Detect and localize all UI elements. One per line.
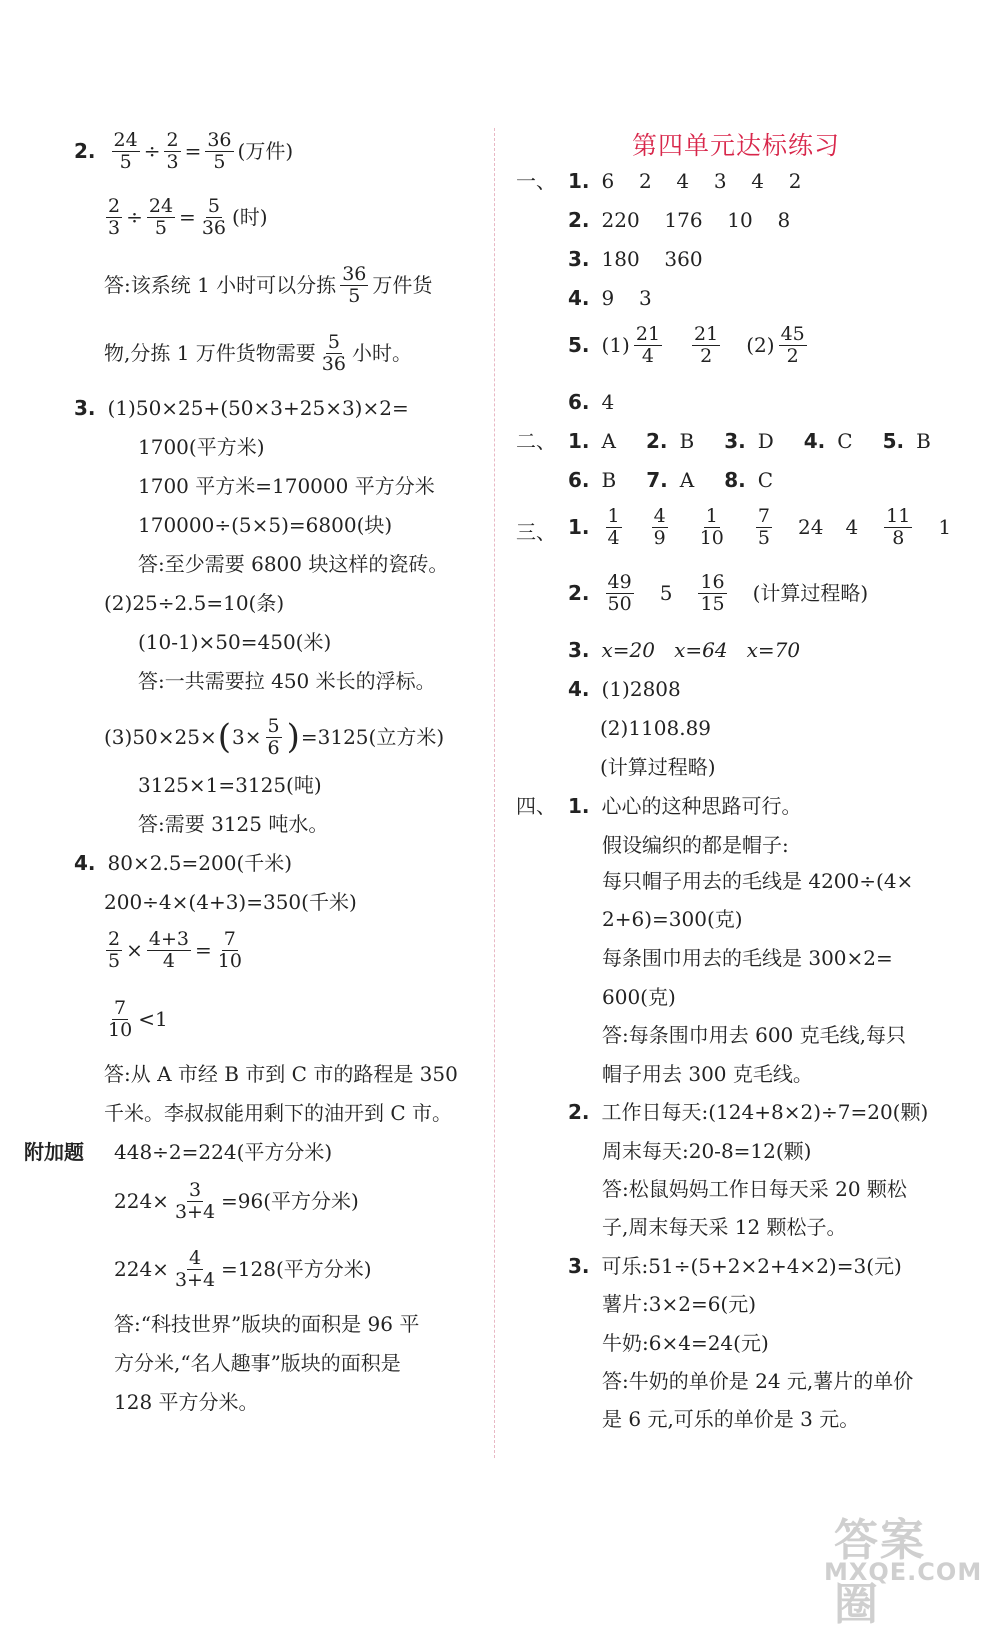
- q3-line9: (3)50×25× ( 3× $\frac{5}{6}$ ) =3125(立方米): [104, 715, 445, 759]
- s4-q1-answer1: 答:每条围巾用去 600 克毛线,每只: [602, 1023, 906, 1047]
- section-two-label: 二、: [516, 429, 556, 453]
- q2-line2: $\frac{2}{3}$ ÷ $\frac{24}{5}$ = $\frac{5}{36}$ (时): [108, 195, 268, 239]
- q2-line1: 2. $\frac{24}{5}$ ÷ $\frac{2}{3}$ = $\frac{36}{5}$ (万件): [74, 129, 294, 173]
- q2-answer-line1: 答:该系统 1 小时可以分拣 $\frac{36}{5}$ 万件货: [104, 263, 433, 307]
- s4-q3-answer2: 是 6 元,可乐的单价是 3 元。: [602, 1407, 860, 1431]
- fraction: $\frac{3}{3+4}$: [174, 1179, 216, 1223]
- watermark-logo: [820, 1504, 983, 1630]
- q3-line1: 3. (1)50×25+(50×3+25×3)×2=: [74, 396, 409, 420]
- q3-answer2: 答:一共需要拉 450 米长的浮标。: [138, 669, 436, 693]
- section-four-label: 四、: [516, 794, 556, 818]
- s3-q4-line3: (计算过程略): [600, 755, 716, 779]
- question-number: 2.: [74, 139, 96, 164]
- s3-q1: 1. $\frac{1}{4}$ $\frac{4}{9}$ $\frac{1}{10}$ $\frac{7}{5}$ 24 4 $\frac{11}{8}$ 1: [568, 505, 952, 549]
- bonus-answer-line3: 128 平方分米。: [114, 1390, 259, 1414]
- q4-line3: $\frac{2}{5}$ × $\frac{4+3}{4}$ = $\frac{7}{10}$: [108, 928, 242, 972]
- q3-answer3: 答:需要 3125 吨水。: [138, 812, 329, 836]
- unit-title: 第四单元达标练习: [632, 131, 841, 160]
- s4-q1-line4: 2+6)=300(克): [602, 907, 743, 931]
- fraction: $\frac{21}{2}$: [694, 323, 719, 367]
- q4-line2: 200÷4×(4+3)=350(千米): [104, 890, 357, 914]
- s1-q5: 5. (1) $\frac{21}{4}$ $\frac{21}{2}$ (2) $\frac{45}{2}$: [568, 323, 805, 367]
- s4-q2-line1: 2. 工作日每天:(124+8×2)÷7=20(颗): [568, 1100, 929, 1124]
- fraction: $\frac{24}{5}$: [148, 195, 174, 239]
- s4-q1-line3: 每只帽子用去的毛线是 4200÷(4×: [602, 869, 914, 893]
- s4-q1-line2: 假设编织的都是帽子:: [602, 833, 789, 857]
- s1-q1: 1. 6 2 4 3 4 2: [568, 169, 802, 193]
- fraction: $\frac{49}{50}$: [607, 571, 632, 615]
- bonus-line3: 224× $\frac{4}{3+4}$ =128(平方分米): [114, 1247, 372, 1291]
- q4-line1: 4. 80×2.5=200(千米): [74, 851, 293, 875]
- fraction: $\frac{7}{5}$: [757, 505, 770, 549]
- q3-line6: (2)25÷2.5=10(条): [104, 591, 285, 615]
- fraction: $\frac{4+3}{4}$: [148, 928, 189, 972]
- fraction: $\frac{1}{4}$: [607, 505, 620, 549]
- section-three-label: 三、: [516, 520, 556, 544]
- fraction: $\frac{4}{3+4}$: [174, 1247, 216, 1291]
- s4-q3-line2: 薯片:3×2=6(元): [602, 1292, 757, 1316]
- s2-row2: 6. B 7. A 8. C: [568, 468, 774, 492]
- s3-q2: 2. $\frac{49}{50}$ 5 $\frac{16}{15}$ (计算过程略): [568, 571, 869, 615]
- s1-q2: 2. 220 176 10 8: [568, 208, 791, 232]
- fraction: $\frac{5}{36}$: [201, 195, 226, 239]
- q3-line10: 3125×1=3125(吨): [138, 773, 322, 797]
- q4-answer-line1: 答:从 A 市经 B 市到 C 市的路程是 350: [104, 1062, 458, 1086]
- s4-q3-line1: 3. 可乐:51÷(5+2×2+4×2)=3(元): [568, 1254, 902, 1278]
- s3-q4-line1: 4. (1)2808: [568, 677, 681, 701]
- fraction: $\frac{16}{15}$: [700, 571, 725, 615]
- fraction: $\frac{1}{10}$: [699, 505, 724, 549]
- fraction: $\frac{21}{4}$: [635, 323, 661, 367]
- s4-q2-answer1: 答:松鼠妈妈工作日每天采 20 颗松: [602, 1177, 907, 1201]
- s4-q3-answer1: 答:牛奶的单价是 24 元,薯片的单价: [602, 1369, 914, 1393]
- q3-line2: 1700(平方米): [138, 435, 265, 459]
- s4-q3-line3: 牛奶:6×4=24(元): [602, 1331, 769, 1355]
- watermark-text: 答案圈: [834, 1515, 926, 1630]
- q3-line4: 170000÷(5×5)=6800(块): [138, 513, 393, 537]
- bonus-line2: 224× $\frac{3}{3+4}$ =96(平方分米): [114, 1179, 359, 1223]
- s4-q1-answer2: 帽子用去 300 克毛线。: [602, 1062, 813, 1086]
- bonus-answer-line1: 答:“科技世界”版块的面积是 96 平: [114, 1312, 420, 1336]
- question-number: 3.: [74, 396, 96, 420]
- fraction: $\frac{7}{10}$: [217, 928, 242, 972]
- q4-line4: $\frac{7}{10}$ <1: [108, 997, 168, 1041]
- fraction: $\frac{45}{2}$: [780, 323, 805, 367]
- s4-q2-answer2: 子,周末每天采 12 颗松子。: [602, 1215, 847, 1239]
- fraction: $\frac{36}{5}$: [207, 129, 232, 173]
- s4-q2-line2: 周末每天:20-8=12(颗): [602, 1139, 812, 1163]
- fraction: $\frac{5}{36}$: [321, 331, 346, 375]
- fraction: $\frac{24}{5}$: [113, 129, 138, 173]
- q2-answer-line2: 物,分拣 1 万件货物需要 $\frac{5}{36}$ 小时。: [104, 331, 412, 375]
- s1-q6: 6. 4: [568, 390, 615, 414]
- s1-q3: 3. 180 360: [568, 247, 703, 271]
- q3-answer1: 答:至少需要 6800 块这样的瓷砖。: [138, 552, 449, 576]
- s3-q3: 3. x=20 x=64 x=70: [568, 638, 801, 662]
- fraction: $\frac{2}{3}$: [166, 129, 179, 173]
- bonus-line1: 448÷2=224(平方分米): [114, 1140, 333, 1164]
- fraction: $\frac{4}{9}$: [653, 505, 666, 549]
- column-divider: [494, 128, 495, 1458]
- q3-line7: (10-1)×50=450(米): [138, 630, 332, 654]
- fraction: $\frac{7}{10}$: [108, 997, 133, 1041]
- watermark-domain: MXQE.COM: [824, 1558, 983, 1586]
- bonus-answer-line2: 方分米,“名人趣事”版块的面积是: [114, 1351, 401, 1375]
- q4-answer-line2: 千米。李叔叔能用剩下的油开到 C 市。: [104, 1101, 453, 1125]
- section-one-label: 一、: [516, 169, 556, 193]
- s3-q4-line2: (2)1108.89: [600, 716, 712, 740]
- s4-q1-line5: 每条围巾用去的毛线是 300×2=: [602, 946, 893, 970]
- bonus-label: 附加题: [24, 1140, 84, 1164]
- s2-row1: 1. A 2. B 3. D 4. C 5. B: [568, 429, 931, 453]
- fraction: $\frac{2}{5}$: [108, 928, 121, 972]
- fraction: $\frac{11}{8}$: [886, 505, 911, 549]
- s4-q1-line6: 600(克): [602, 985, 676, 1009]
- q3-line3: 1700 平方米=170000 平方分米: [138, 474, 435, 498]
- fraction: $\frac{2}{3}$: [108, 195, 121, 239]
- fraction: $\frac{36}{5}$: [342, 263, 367, 307]
- s4-q1-line1: 1. 心心的这种思路可行。: [568, 794, 802, 818]
- s1-q4: 4. 9 3: [568, 286, 652, 310]
- fraction: $\frac{5}{6}$: [267, 715, 280, 759]
- question-number: 4.: [74, 851, 96, 875]
